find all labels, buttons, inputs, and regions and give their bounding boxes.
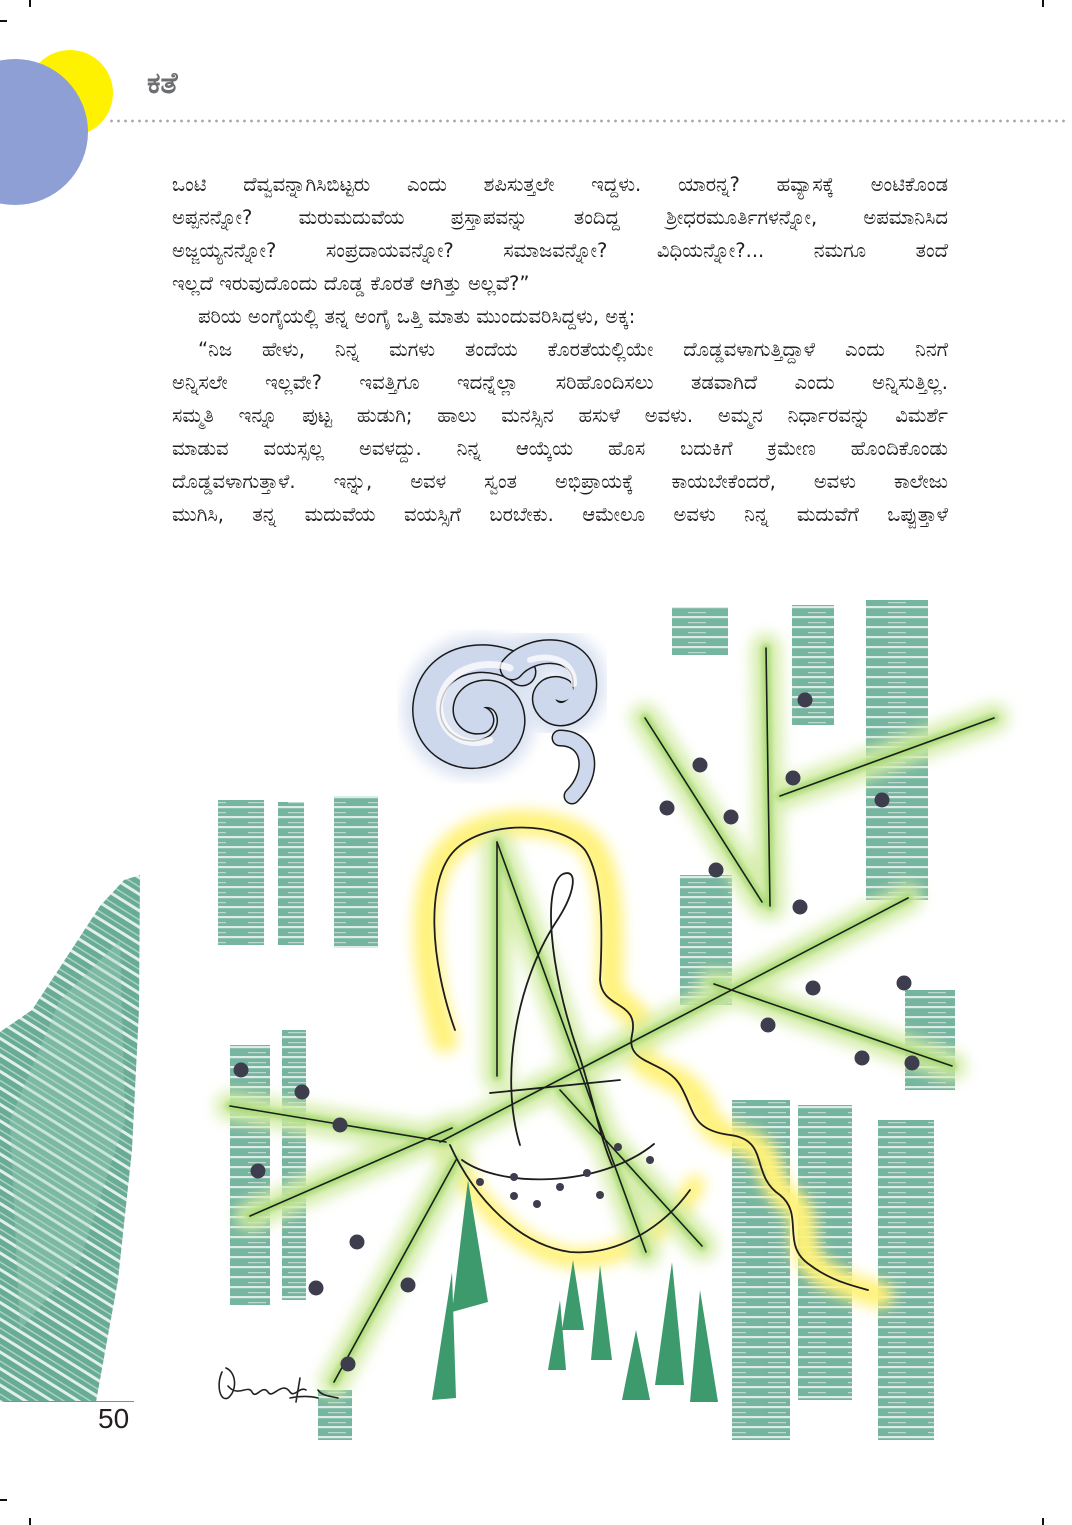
text-line: ಅನ್ನಿಸಲೇ ಇಲ್ಲವೇ? ಇವತ್ತಿಗೂ ಇದನ್ನೆಲ್ಲಾ ಸರಿಹೊಂದಿಸಲು ತಡವಾಗಿದೆ ಎಂದು ಅನ್ನಿಸುತ್ತಿಲ್ಲ. — [172, 371, 948, 394]
dot — [806, 981, 821, 996]
dot — [309, 1281, 324, 1296]
story-paragraph — [172, 168, 948, 300]
section-title: ಕತೆ — [147, 66, 178, 101]
crop-mark-bottom-left — [29, 1518, 31, 1525]
dot — [709, 863, 724, 878]
small-dot — [510, 1173, 518, 1181]
green-spike — [690, 1290, 718, 1402]
dot — [786, 771, 801, 786]
dot — [234, 1063, 249, 1078]
crop-mark-top-left — [29, 0, 31, 7]
text-line: ಒಂಟಿ ದೆವ್ವವನ್ನಾಗಿಸಿಬಿಟ್ಟರು ಎಂದು ಶಪಿಸುತ್ತಲೇ ಇದ್ದಳು. ಯಾರನ್ನ? ಹವ್ಯಾಸಕ್ಕೆ ಅಂಟಿಕೊಂಡ — [172, 173, 948, 196]
text-line: “ನಿಜ ಹೇಳು, ನಿನ್ನ ಮಗಳು ತಂದೆಯ ಕೊರತೆಯಲ್ಲಿಯೇ ದೊಡ್ಡವಳಾಗುತ್ತಿದ್ದಾಳೆ ಎಂದು ನಿನಗೆ — [198, 338, 948, 361]
text-line: ಸಮ್ಮತಿ ಇನ್ನೂ ಪುಟ್ಟ ಹುಡುಗಿ; ಹಾಲು ಮನಸ್ಸಿನ ಹಸುಳೆ ಅವಳು. ಅಮ್ಮನ ನಿರ್ಧಾರವನ್ನು ವಿಮರ್ಶೆ — [172, 404, 948, 427]
text-line: ಅಪ್ಪನನ್ನೋ? ಮರುಮದುವೆಯ ಪ್ರಸ್ತಾಪವನ್ನು ತಂದಿದ್ದ ಶ್ರೀಧರಮೂರ್ತಿಗಳನ್ನೋ, ಅಪಮಾನಿಸಿದ — [172, 206, 948, 229]
green-spike — [655, 1262, 684, 1385]
crop-mark-left-bottom — [0, 1499, 7, 1501]
dot — [251, 1164, 266, 1179]
story-paragraph — [172, 300, 948, 333]
dot — [295, 1085, 310, 1100]
green-spike — [432, 1272, 456, 1400]
dot — [855, 1051, 870, 1066]
crop-mark-bottom-right — [1042, 1518, 1044, 1525]
small-dot — [556, 1183, 564, 1191]
green-spike — [622, 1330, 650, 1400]
small-dot — [510, 1192, 518, 1200]
dot — [897, 976, 912, 991]
teal-brush-band — [282, 1030, 306, 1300]
text-line: ಮುಗಿಸಿ, ತನ್ನ ಮದುವೆಯ ವಯಸ್ಸಿಗೆ ಬರಬೇಕು. ಆಮೇಲೂ ಅವಳು ನಿನ್ನ ಮದುವೆಗೆ ಒಪ್ಪುತ್ತಾಳೆ — [172, 503, 948, 526]
crop-mark-top-right — [1042, 0, 1044, 7]
dot — [333, 1118, 348, 1133]
text-line: ಅಜ್ಜಯ್ಯನನ್ನೋ? ಸಂಪ್ರದಾಯವನ್ನೋ? ಸಮಾಜವನ್ನೋ? ವಿಧಿಯನ್ನೋ?... ನಮಗೂ ತಂದೆ — [172, 239, 948, 262]
teal-brush-band — [672, 607, 728, 655]
teal-brush-band — [278, 802, 304, 945]
green-spike — [562, 1260, 584, 1330]
dot — [798, 693, 813, 708]
text-line: ದೊಡ್ಡವಳಾಗುತ್ತಾಳೆ. ಇನ್ನು, ಅವಳ ಸ್ವಂತ ಅಭಿಪ್ರಾಯಕ್ಕೆ ಕಾಯಬೇಕೆಂದರೆ, ಅವಳು ಕಾಲೇಜು — [172, 470, 948, 493]
story-body — [172, 168, 948, 531]
left-teal-brush — [0, 875, 140, 1402]
small-dot — [533, 1200, 541, 1208]
abstract-illustration — [0, 560, 1072, 1450]
dot — [875, 793, 890, 808]
small-dot — [476, 1178, 484, 1186]
text-line: ಮಾಡುವ ವಯಸ್ಸಲ್ಲ ಅವಳದ್ದು. ನಿನ್ನ ಆಯ್ಕೆಯ ಹೊಸ ಬದುಕಿಗೆ ಕ್ರಮೇಣ ಹೊಂದಿಕೊಂಡು — [172, 437, 948, 460]
dot — [401, 1278, 416, 1293]
dot — [724, 810, 739, 825]
page-number: 50 — [98, 1403, 130, 1434]
dot — [350, 1235, 365, 1250]
dot — [905, 1056, 920, 1071]
crop-mark-left-top — [0, 20, 7, 22]
header-dotted-rule — [108, 119, 1066, 123]
dot — [761, 1018, 776, 1033]
teal-brush-band — [334, 796, 378, 948]
dot — [793, 900, 808, 915]
green-spike — [591, 1265, 612, 1360]
text-line: ಇಲ್ಲದೆ ಇರುವುದೊಂದು ದೊಡ್ಡ ಕೊರತೆ ಆಗಿತ್ತು ಅಲ್ಲವೆ?” — [172, 272, 530, 295]
small-dot — [583, 1169, 591, 1177]
small-dot — [646, 1156, 654, 1164]
green-spike — [548, 1300, 566, 1370]
dot — [341, 1357, 356, 1372]
small-dot — [596, 1191, 604, 1199]
small-dot — [614, 1143, 622, 1151]
text-line: ಪರಿಯ ಅಂಗೈಯಲ್ಲಿ ತನ್ನ ಅಂಗೈ ಒತ್ತಿ ಮಾತು ಮುಂದುವರಿಸಿದ್ದಳು, ಅಕ್ಕ: — [198, 305, 636, 328]
dot — [660, 801, 675, 816]
teal-brush-band — [218, 800, 264, 945]
dot — [693, 758, 708, 773]
cloud-swirl — [427, 652, 587, 796]
teal-brush-band — [792, 605, 834, 725]
story-paragraph — [172, 333, 948, 531]
teal-brush-band — [878, 1120, 934, 1440]
